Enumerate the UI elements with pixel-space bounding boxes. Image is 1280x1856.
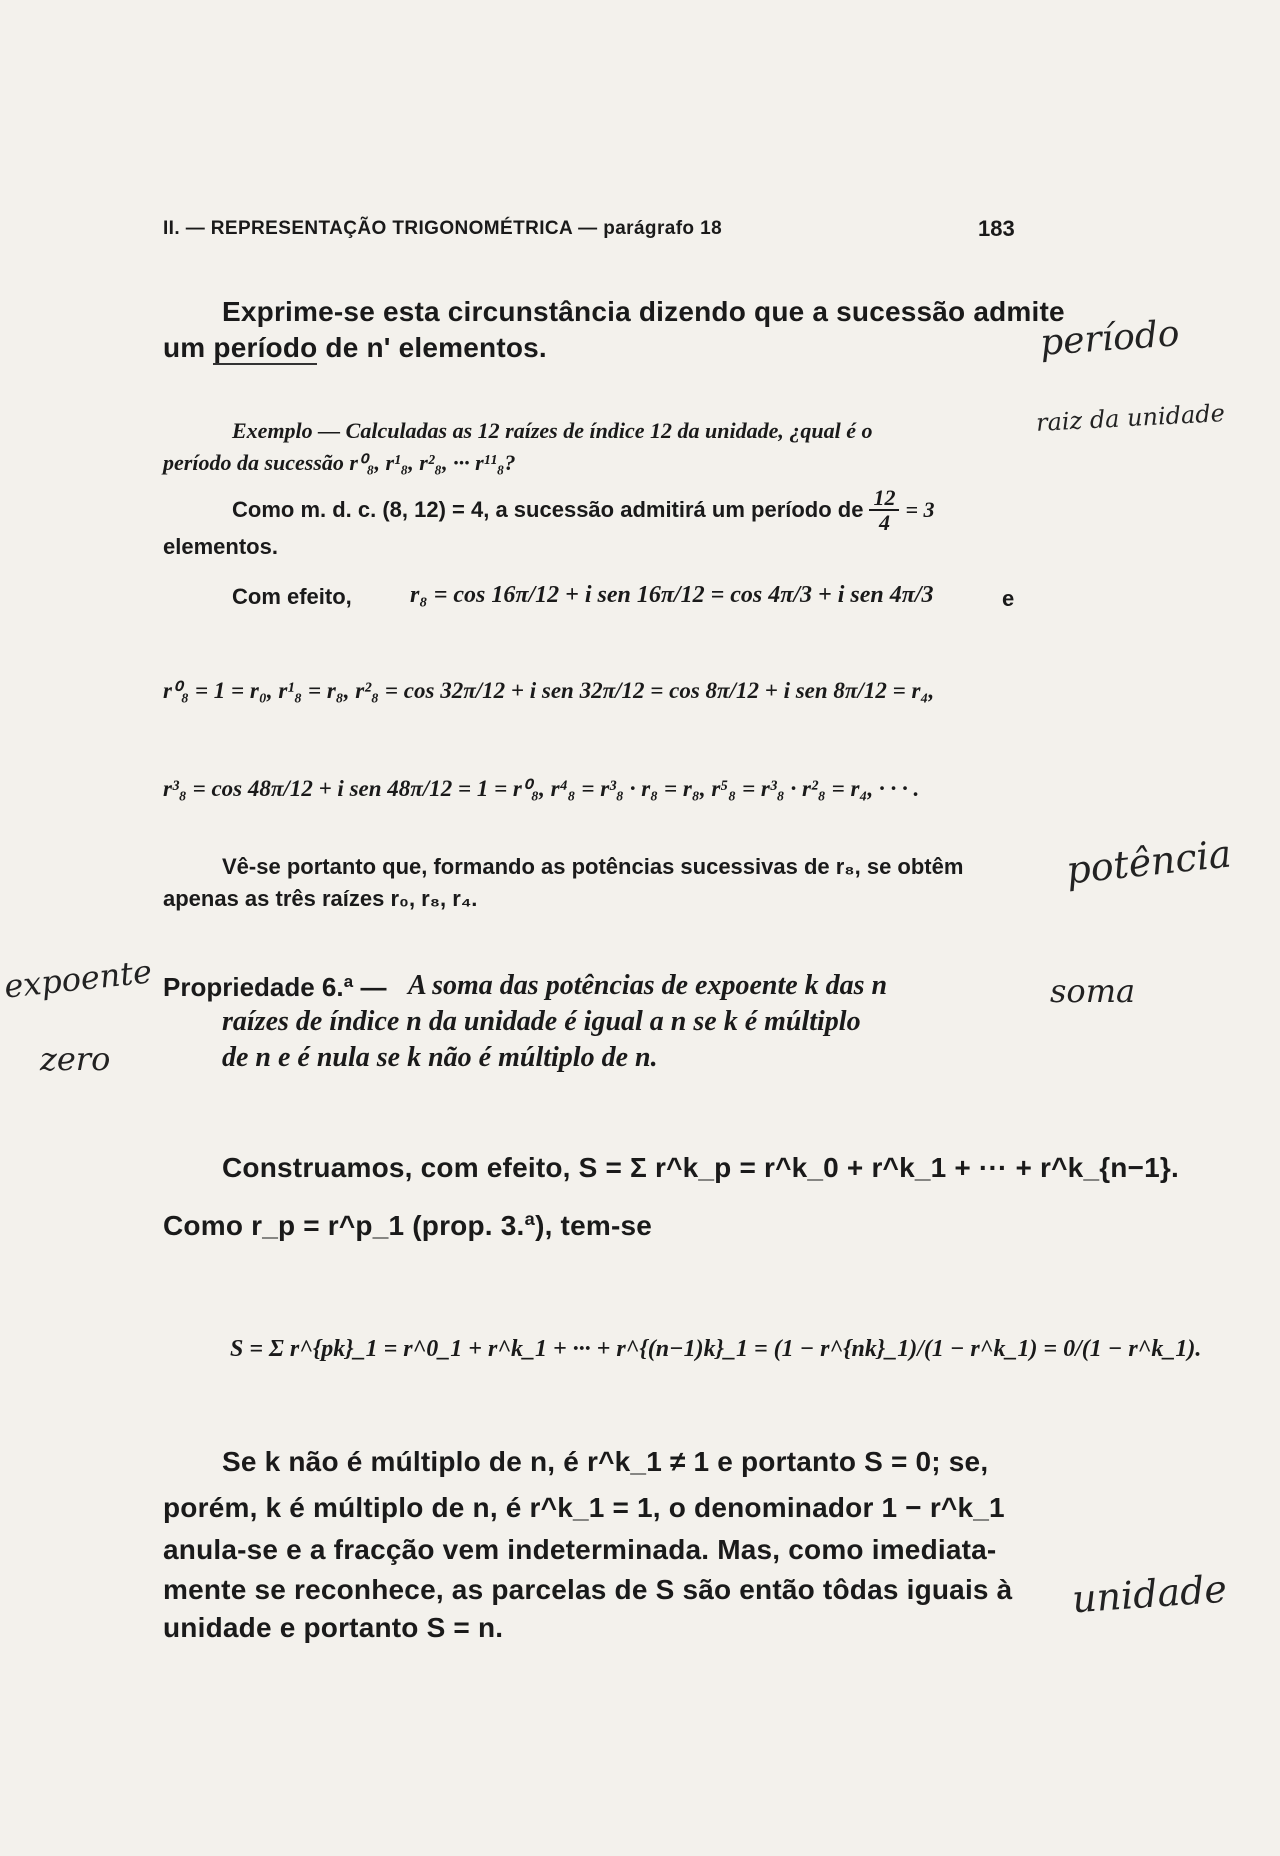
margin-note-soma: soma [1050, 972, 1136, 1010]
paragraph-4-line-4: mente se reconhece, as parcelas de S são então tôdas iguais à [163, 1574, 1013, 1605]
margin-note-raiz-unidade: raiz da unidade [1035, 399, 1226, 437]
text-segment: um [163, 332, 214, 363]
margin-note-expoente: expoente [2, 952, 154, 1006]
page-number: 183 [978, 216, 1015, 241]
example-line-4: elementos. [163, 534, 278, 559]
paragraph-1-line-1: Exprime-se esta circunstância dizendo que a sucessão admite [222, 296, 1065, 327]
text-segment: de n' elementos. [317, 332, 547, 363]
running-title: II. — REPRESENTAÇÃO TRIGONOMÉTRICA — parágrafo 18 [163, 218, 723, 239]
text-segment: = 3 [905, 497, 935, 523]
property-line-3: de n e é nula se k não é múltiplo de n. [222, 1042, 658, 1073]
equation-2: r⁰₈ = 1 = r₀, r¹₈ = r₈, r²₈ = cos 32π/12 + i sen 32π/12 = cos 8π/12 + i sen 8π/12 = r₄, [163, 678, 935, 703]
property-line-1: A soma das potências de expoente k das n [408, 970, 888, 1001]
equation-3: r³₈ = cos 48π/12 + i sen 48π/12 = 1 = r⁰₈, r⁴₈ = r³₈ · r₈ = r₈, r⁵₈ = r³₈ · r²₈ = r₄, · · · . [163, 776, 920, 801]
example-line-5-e: e [1002, 586, 1015, 611]
example-line-5-lead: Com efeito, [232, 584, 352, 609]
example-line-3 [232, 486, 935, 534]
margin-note-zero: zero [40, 1040, 111, 1078]
example-line-2: período da sucessão r⁰₈, r¹₈, r²₈, ··· r¹¹₈? [163, 450, 516, 475]
paragraph-4-line-3: anula-se e a fracção vem indeterminada. Mas, como imediata- [163, 1534, 997, 1565]
paragraph-4-line-1: Se k não é múltiplo de n, é r^k_1 ≠ 1 e portanto S = 0; se, [222, 1446, 989, 1477]
paragraph-3-line-1: Construamos, com efeito, S = Σ r^k_p = r^k_0 + r^k_1 + ··· + r^k_{n−1}. [222, 1152, 1180, 1183]
paragraph-1-line-2 [163, 332, 547, 364]
margin-note-unidade: unidade [1070, 1566, 1229, 1622]
property-title: Propriedade 6.ª — [163, 972, 387, 1002]
paragraph-3-line-2: Como r_p = r^p_1 (prop. 3.ª), tem-se [163, 1210, 653, 1241]
margin-note-potencia: potência [1064, 831, 1234, 893]
fraction-12-over-4 [869, 486, 899, 534]
underlined-word-periodo: período [213, 332, 318, 363]
text-segment: Como m. d. c. (8, 12) = 4, a sucessão admitirá um período de [232, 497, 864, 523]
equation-4: S = Σ r^{pk}_1 = r^0_1 + r^k_1 + ··· + r^{(n−1)k}_1 = (1 − r^{nk}_1)/(1 − r^k_1) = 0/(1 − r^k_1). [230, 1336, 1202, 1362]
paragraph-2-line-2: apenas as três raízes r₀, r₈, r₄. [163, 886, 478, 911]
fraction-denominator: 4 [878, 510, 890, 536]
paragraph-4-line-2: porém, k é múltiplo de n, é r^k_1 = 1, o denominador 1 − r^k_1 [163, 1492, 1005, 1523]
paragraph-4-line-5: unidade e portanto S = n. [163, 1612, 504, 1643]
margin-note-periodo: período [1038, 313, 1181, 364]
example-line-1: Exemplo — Calculadas as 12 raízes de índice 12 da unidade, ¿qual é o [232, 418, 873, 443]
fraction-numerator: 12 [869, 486, 899, 511]
equation-1: r₈ = cos 16π/12 + i sen 16π/12 = cos 4π/3 + i sen 4π/3 [410, 582, 934, 608]
paragraph-2-line-1: Vê-se portanto que, formando as potências sucessivas de r₈, se obtêm [222, 854, 964, 879]
property-line-2: raízes de índice n da unidade é igual a n se k é múltiplo [222, 1006, 861, 1037]
